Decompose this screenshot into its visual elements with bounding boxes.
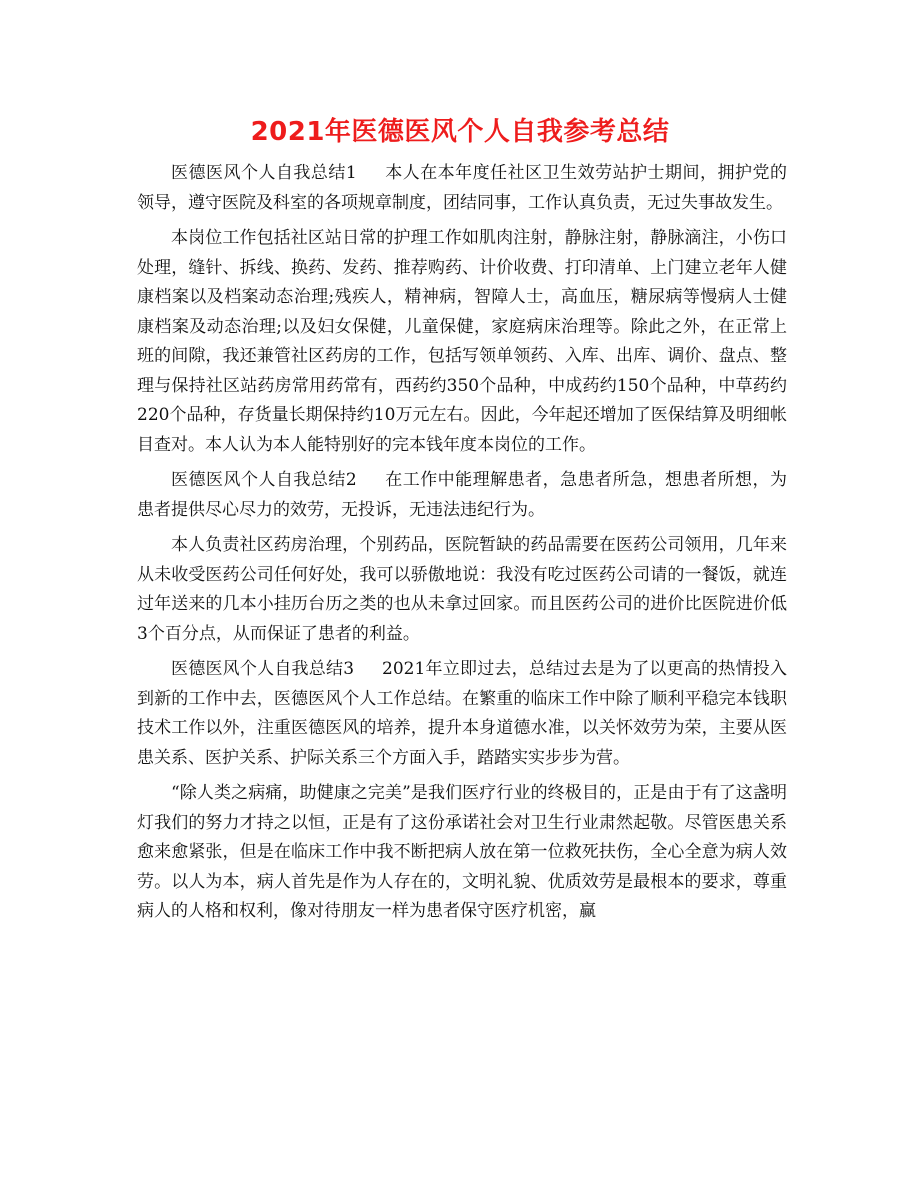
paragraph-3	[137, 466, 787, 525]
paragraph-5	[137, 655, 787, 773]
paragraph-text-6: “除人类之病痛，助健康之完美”是我们医疗行业的终极目的，正是由于有了这盏明灯我们的努力才持之以恒，正是有了这份承诺社会对卫生行业肃然起敬。尽管医患关系愈来愈紧张，但是在临床工作中我不断把病人放在第一位救死扶伤，全心全意为病人效劳。以人为本，病人首先是作为人存在的，文明礼貌、优质效劳是最根本的要求，尊重病人的人格和权利，像对待朋友一样为患者保守医疗机密，赢	[137, 783, 787, 921]
paragraph-text-2: 本岗位工作包括社区站日常的护理工作如肌肉注射，静脉注射，静脉滴注，小伤口处理，缝针、拆线、换药、发药、推荐购药、计价收费、打印清单、上门建立老年人健康档案以及档案动态治理;残疾人，精神病，智障人士，高血压，糖尿病等慢病人士健康档案及动态治理;以及妇女保健，儿童保健，家庭病床治理等。除此之外，在正常上班的间隙，我还兼管社区药房的工作，包括写领单领药、入库、出库、调价、盘点、整理与保持社区站药房常用药常有，西药约350个品种，中成药约150个品种，中草药约220个品种，存货量长期保持约10万元左右。因此，今年起还增加了医保结算及明细帐目查对。本人认为本人能特别好的完本钱年度本岗位的工作。	[137, 228, 787, 455]
document-title: 2021年医德医风个人自我参考总结	[250, 117, 670, 147]
paragraph-2	[137, 224, 787, 460]
section-label-1: 医德医风个人自我总结1	[171, 163, 357, 183]
section-label-3: 医德医风个人自我总结3	[171, 659, 355, 679]
paragraph-text-5: 2021年立即过去，总结过去是为了以更高的热情投入到新的工作中去，医德医风个人工作总结。在繁重的临床工作中除了顺利平稳完本钱职技术工作以外，注重医德医风的培养，提升本身道德水准，以关怀效劳为荣，主要从医患关系、医护关系、护际关系三个方面入手，踏踏实实步步为营。	[137, 659, 787, 768]
section-label-2: 医德医风个人自我总结2	[171, 470, 357, 490]
paragraph-6	[137, 779, 787, 927]
document-body	[137, 159, 787, 933]
paragraph-4	[137, 531, 787, 649]
paragraph-text-1: 本人在本年度任社区卫生效劳站护士期间，拥护党的领导，遵守医院及科室的各项规章制度，团结同事，工作认真负责，无过失事故发生。	[137, 163, 787, 213]
paragraph-text-3: 在工作中能理解患者，急患者所急，想患者所想，为患者提供尽心尽力的效劳，无投诉，无违法违纪行为。	[137, 470, 787, 520]
paragraph-1	[137, 159, 787, 218]
paragraph-text-4: 本人负责社区药房治理，个别药品，医院暂缺的药品需要在医药公司领用，几年来从未收受医药公司任何好处，我可以骄傲地说：我没有吃过医药公司请的一餐饭，就连过年送来的几本小挂历台历之类的也从未拿过回家。而且医药公司的进价比医院进价低3个百分点，从而保证了患者的利益。	[137, 535, 787, 644]
